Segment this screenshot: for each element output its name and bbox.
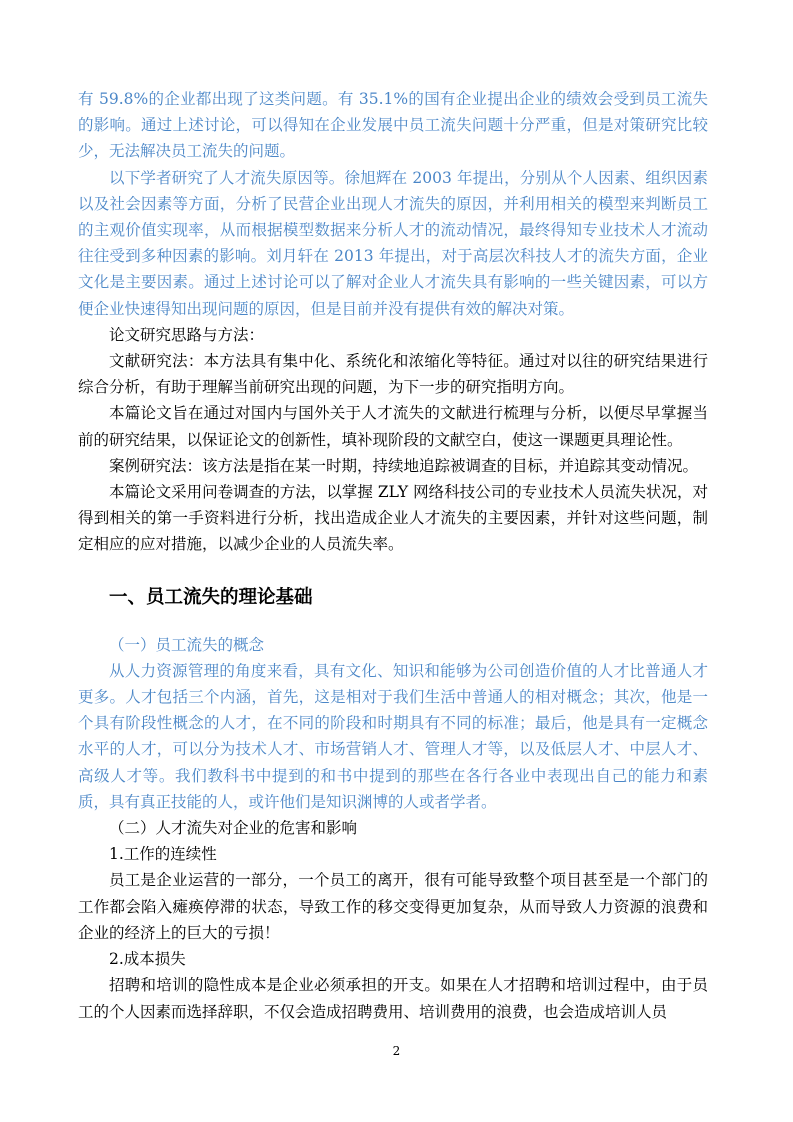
- item-heading-cost: 2.成本损失: [109, 950, 186, 969]
- paragraph-continuity: 员工是企业运营的一部分，一个员工的离开，很有可能导致整个项目甚至是一个部门的工作都会陷入瘫痪停滞的状态，导致工作的移交变得更加复杂，从而导致人力资源的浪费和企业的经济上的巨大的亏损！: [78, 871, 708, 942]
- paragraph-method-intro: 论文研究思路与方法：: [109, 325, 265, 344]
- paragraph-case-method: 案例研究法：该方法是指在某一时期，持续地追踪被调查的目标，并追踪其变动情况。: [109, 456, 699, 475]
- subsection-heading-concept: （一）员工流失的概念: [109, 635, 265, 654]
- paragraph-literature-purpose: 本篇论文旨在通过对国内与国外关于人才流失的文献进行梳理与分析，以便尽早掌握当前的研究结果，以保证论文的创新性，填补现阶段的文献空白，使这一课题更具理论性。: [78, 404, 708, 449]
- page-number: 2: [392, 1044, 401, 1058]
- paragraph-questionnaire: 本篇论文采用问卷调查的方法，以掌握 ZLY 网络科技公司的专业技术人员流失状况，对得到相关的第一手资料进行分析，找出造成企业人才流失的主要因素，并针对这些问题，制定相应的应对措施，以减少企业的人员流失率。: [78, 483, 708, 554]
- paragraph-concept: 从人力资源管理的角度来看，具有文化、知识和能够为公司创造价值的人才比普通人才更多。人才包括三个内涵，首先，这是相对于我们生活中普通人的相对概念；其次，他是一个具有阶段性概念的人才，在不同的阶段和时期具有不同的标准；最后，他是具有一定概念水平的人才，可以分为技术人才、市场营销人才、管理人才等，以及低层人才、中层人才、高级人才等。我们教科书中提到的和书中提到的那些在各行各业中表现出自己的能力和素质，具有真正技能的人，或许他们是知识渊博的人或者学者。: [78, 661, 708, 811]
- paragraph-talent-loss-causes: 以下学者研究了人才流失原因等。徐旭辉在 2003 年提出，分别从个人因素、组织因素以及社会因素等方面，分析了民营企业出现人才流失的原因，并利用相关的模型来判断员工的主观价值实现率，从而根据模型数据来分析人才的流动情况，最终得知专业技术人才流动往往受到多种因素的影响。刘月轩在 2013 年提出，对于高层次科技人才的流失方面，企业文化是主要因素。通过上述讨论可以了解对企业人才流失具有影响的一些关键因素，可以方便企业快速得知出现问题的原因，但是目前并没有提供有效的解决对策。: [78, 168, 708, 318]
- paragraph-survey-results: 有 59.8%的企业都出现了这类问题。有 35.1%的国有企业提出企业的绩效会受到员工流失的影响。通过上述讨论，可以得知在企业发展中员工流失问题十分严重，但是对策研究比较少，无法解决员工流失的问题。: [78, 90, 708, 161]
- paragraph-cost: 招聘和培训的隐性成本是企业必须承担的开支。如果在人才招聘和培训过程中，由于员工的个人因素而选择辞职，不仅会造成招聘费用、培训费用的浪费，也会造成培训人员: [78, 976, 708, 1021]
- paragraph-literature-method: 文献研究法：本方法具有集中化、系统化和浓缩化等特征。通过对以往的研究结果进行综合分析，有助于理解当前研究出现的问题，为下一步的研究指明方向。: [78, 352, 708, 397]
- page-content: [78, 86, 708, 1025]
- section-heading: 一、员工流失的理论基础: [109, 586, 313, 608]
- subsection-heading-impact: （二）人才流失对企业的危害和影响: [109, 819, 358, 838]
- item-heading-continuity: 1.工作的连续性: [109, 845, 217, 864]
